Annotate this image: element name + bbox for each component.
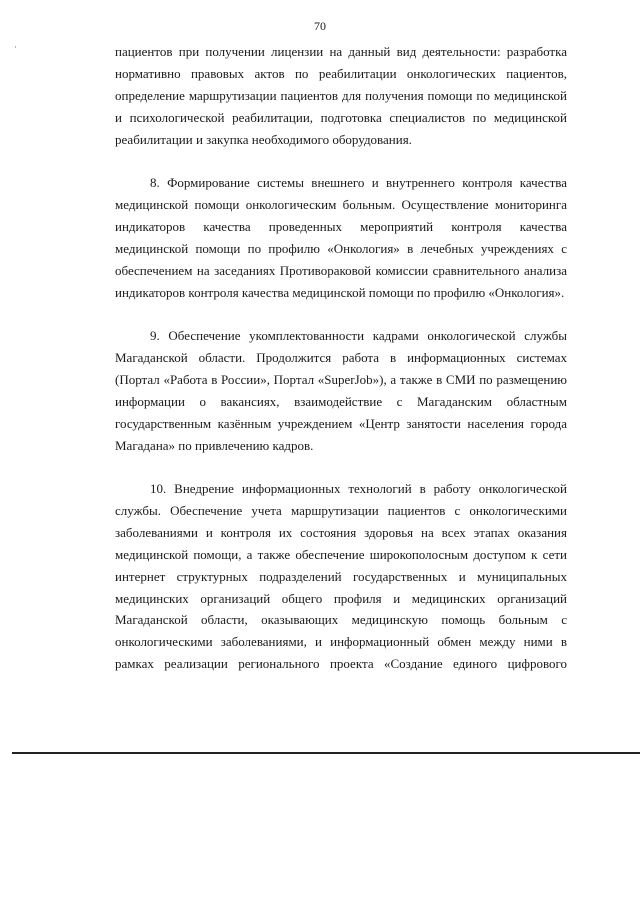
paragraph-text: 8. Формирование системы внешнего и внутреннего контроля качества медицинской помощи онкологическим больным. Осуществление мониторинга индикаторов качества проведенных мероприятий контроля качества медицинской помощи по профилю «Онкология» в лечебных учреждениях с обеспечением на заседаниях Противораковой комиссии сравнительного анализа индикаторов контроля качества медицинской помощи по профилю «Онкология». bbox=[115, 175, 567, 300]
paragraph-text: пациентов при получении лицензии на данный вид деятельности: разработка нормативно правовых актов по реабилитации онкологических пациентов, определение маршрутизации пациентов для получения помощи по медицинской и психологической реабилитации, подготовка специалистов по медицинской реабилитации и закупка необходимого оборудования. bbox=[115, 44, 567, 147]
paragraph-item-10 bbox=[115, 478, 567, 675]
paragraph-continuation bbox=[115, 41, 567, 151]
paragraph-item-9 bbox=[115, 325, 567, 456]
margin-mark: · bbox=[14, 42, 17, 52]
page-number: 70 bbox=[314, 19, 326, 33]
scan-edge-line bbox=[12, 752, 640, 754]
paragraph-text: 10. Внедрение информационных технологий в работу онкологической службы. Обеспечение учета маршрутизации пациентов с онкологическими заболеваниями и контроля их состояния здоровья на всех этапах оказания медицинской помощи, а также обеспечение широкополосным доступом к сети интернет структурных подразделений государственных и муниципальных медицинских организаций общего профиля и медицинских организаций Магаданской области, оказывающих медицинскую помощь больным с онкологическими заболеваниями, и информационный обмен между ними в рамках реализации регионального проекта «Создание единого цифрового bbox=[115, 481, 567, 672]
paragraph-item-8 bbox=[115, 172, 567, 303]
paragraph-text: 9. Обеспечение укомплектованности кадрами онкологической службы Магаданской области. Продолжится работа в информационных системах (Портал «Работа в России», Портал «SuperJob»), а также в СМИ по размещению информации о вакансиях, взаимодействие с Магаданским областным государственным казённым учреждением «Центр занятости населения города Магадана» по привлечению кадров. bbox=[115, 328, 567, 453]
